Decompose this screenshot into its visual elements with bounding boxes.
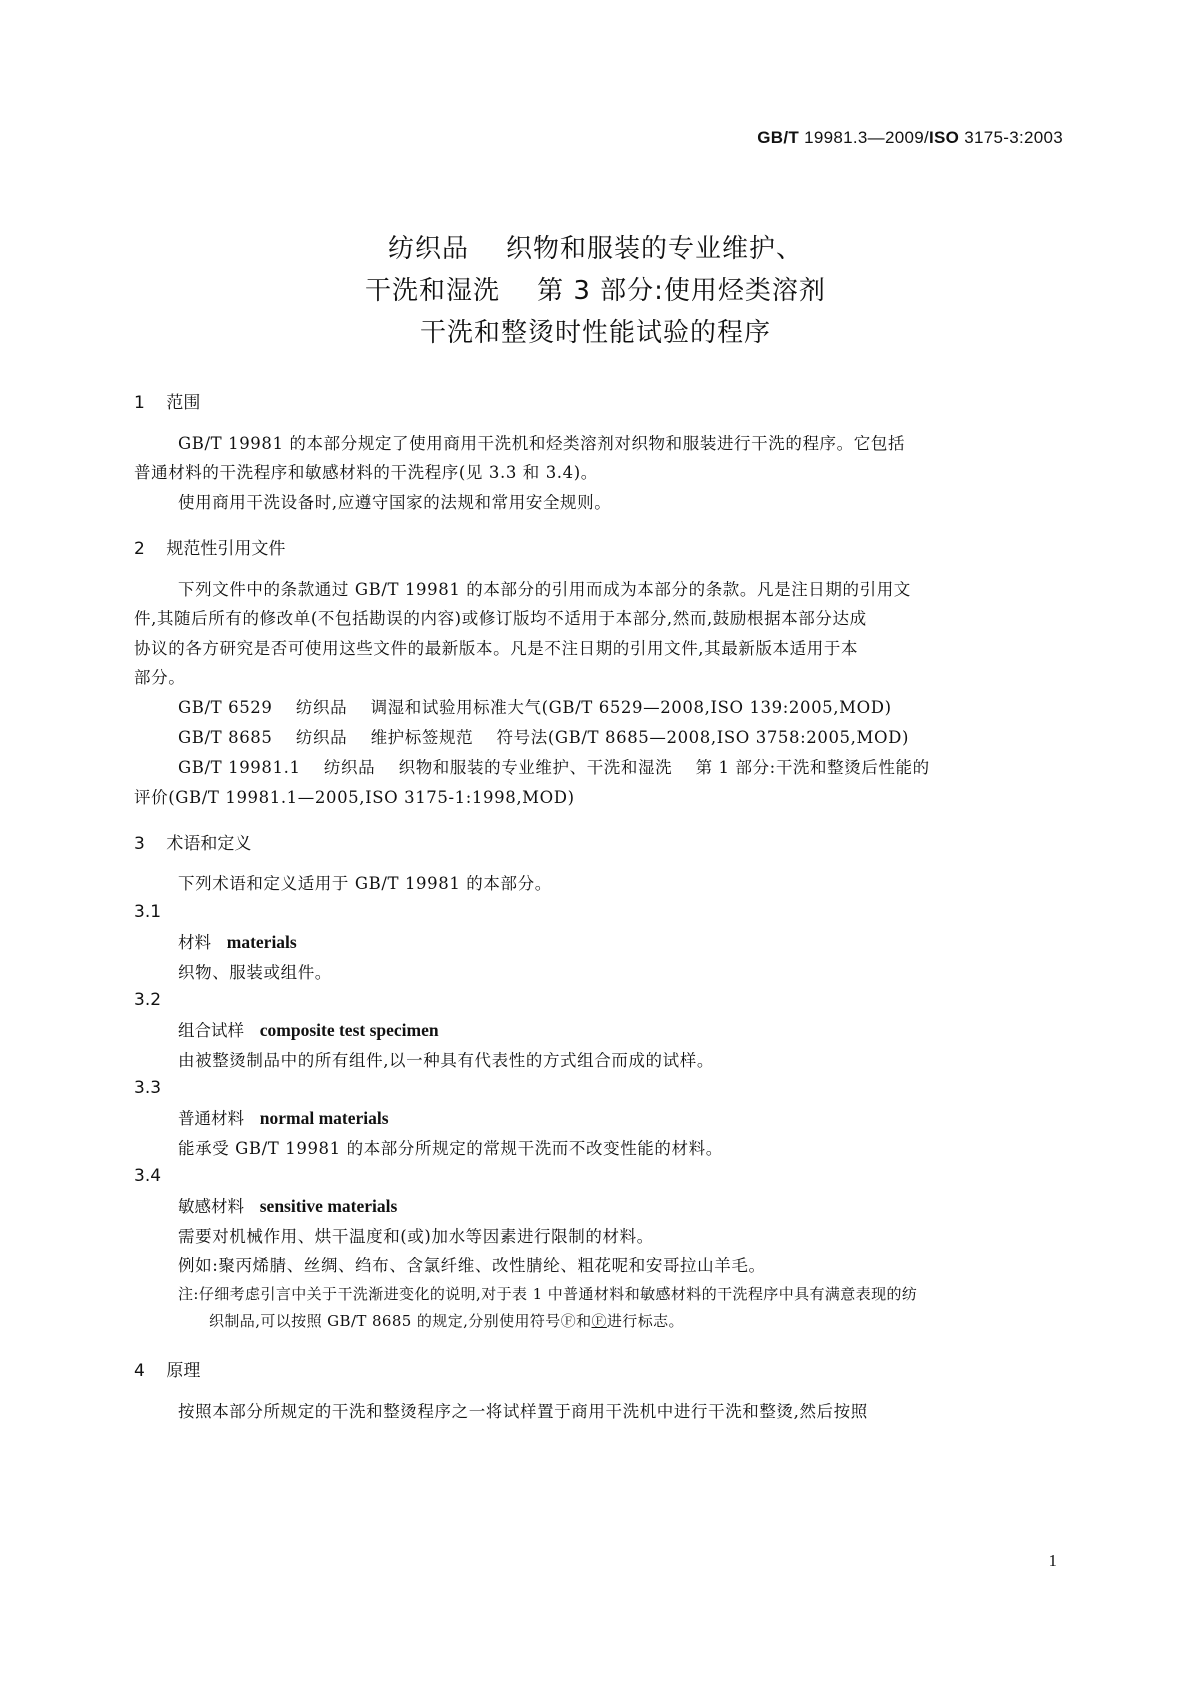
term-3-4 — [178, 1193, 397, 1217]
term-3-1-en: materials — [226, 932, 297, 952]
section-3-heading: 3 术语和定义 — [134, 834, 252, 854]
term-3-2-en: composite test specimen — [259, 1020, 439, 1040]
term-3-2 — [178, 1017, 439, 1041]
term-3-3-zh: 普通材料 — [178, 1109, 244, 1128]
section-2-heading: 2 规范性引用文件 — [134, 539, 286, 559]
term-3-1-zh: 材料 — [178, 933, 211, 952]
term-3-3-number: 3.3 — [134, 1078, 162, 1098]
symbol-f-circle-underlined-icon: Ⓕ — [591, 1312, 607, 1330]
s2-paragraph-line-2: 件,其随后所有的修改单(不包括勘误的内容)或修订版均不适用于本部分,然而,鼓励根据本部分达成 — [134, 609, 867, 628]
term-3-4-number: 3.4 — [134, 1166, 162, 1186]
term-3-4-example: 例如:聚丙烯腈、丝绸、绉布、含氯纤维、改性腈纶、粗花呢和安哥拉山羊毛。 — [178, 1256, 766, 1275]
s1-paragraph-1-line-2: 普通材料的干洗程序和敏感材料的干洗程序(见 3.3 和 3.4)。 — [134, 463, 598, 482]
std-iso-number: 3175-3:2003 — [959, 128, 1063, 147]
standard-code — [757, 128, 1063, 148]
term-3-3-definition: 能承受 GB/T 19981 的本部分所规定的常规干洗而不改变性能的材料。 — [178, 1139, 723, 1158]
page-number: 1 — [1048, 1551, 1057, 1570]
term-3-4-en: sensitive materials — [259, 1196, 398, 1216]
section-4-heading: 4 原理 — [134, 1361, 201, 1381]
s4-paragraph-line-1: 按照本部分所规定的干洗和整烫程序之一将试样置于商用干洗机中进行干洗和整烫,然后按照 — [178, 1402, 868, 1421]
term-3-1-definition: 织物、服装或组件。 — [178, 963, 332, 982]
reference-gbt-19981-1-line-1: GB/T 19981.1 纺织品 织物和服装的专业维护、干洗和湿洗 第 1 部分:干洗和整烫后性能的 — [178, 758, 930, 777]
s1-paragraph-1-line-1: GB/T 19981 的本部分规定了使用商用干洗机和烃类溶剂对织物和服装进行干洗的程序。它包括 — [178, 434, 906, 453]
note-text-a: 织制品,可以按照 GB/T 8685 的规定,分别使用符号 — [209, 1312, 561, 1330]
term-3-2-zh: 组合试样 — [178, 1021, 244, 1040]
std-number: 19981.3—2009/ — [799, 128, 929, 147]
term-3-4-zh: 敏感材料 — [178, 1197, 244, 1216]
s2-paragraph-line-3: 协议的各方研究是否可使用这些文件的最新版本。凡是不注日期的引用文件,其最新版本适用于本 — [134, 639, 859, 658]
reference-gbt-8685: GB/T 8685 纺织品 维护标签规范 符号法(GB/T 8685—2008,ISO 3758:2005,MOD) — [178, 728, 909, 747]
note-line-1: 注:仔细考虑引言中关于干洗渐进变化的说明,对于表 1 中普通材料和敏感材料的干洗程序中具有满意表现的纺 — [178, 1285, 918, 1303]
symbol-f-circle-icon: Ⓕ — [560, 1312, 577, 1330]
note-line-2 — [209, 1310, 684, 1331]
term-3-2-number: 3.2 — [134, 990, 162, 1010]
document-title — [0, 228, 1191, 354]
term-3-4-definition: 需要对机械作用、烘干温度和(或)加水等因素进行限制的材料。 — [178, 1227, 654, 1246]
section-1-heading: 1 范围 — [134, 393, 201, 413]
term-3-3-en: normal materials — [259, 1108, 389, 1128]
s2-paragraph-line-4: 部分。 — [134, 668, 186, 687]
term-3-3 — [178, 1105, 389, 1129]
reference-gbt-6529: GB/T 6529 纺织品 调湿和试验用标准大气(GB/T 6529—2008,ISO 139:2005,MOD) — [178, 698, 892, 717]
term-3-1 — [178, 929, 297, 953]
std-iso: ISO — [929, 128, 960, 147]
term-3-1-number: 3.1 — [134, 902, 162, 922]
title-line-3: 干洗和整烫时性能试验的程序 — [419, 318, 771, 348]
note-text-c: 进行标志。 — [606, 1312, 684, 1330]
note-text-b: 和 — [576, 1312, 592, 1330]
s2-paragraph-line-1: 下列文件中的条款通过 GB/T 19981 的本部分的引用而成为本部分的条款。凡是注日期的引用文 — [178, 580, 911, 599]
reference-gbt-19981-1-line-2: 评价(GB/T 19981.1—2005,ISO 3175-1:1998,MOD) — [134, 788, 575, 807]
s1-paragraph-2: 使用商用干洗设备时,应遵守国家的法规和常用安全规则。 — [178, 493, 612, 512]
s3-intro: 下列术语和定义适用于 GB/T 19981 的本部分。 — [178, 874, 552, 893]
term-3-2-definition: 由被整烫制品中的所有组件,以一种具有代表性的方式组合而成的试样。 — [178, 1051, 714, 1070]
title-line-2: 干洗和湿洗 第 3 部分:使用烃类溶剂 — [365, 276, 826, 306]
title-line-1: 纺织品 织物和服装的专业维护、 — [387, 234, 804, 264]
std-prefix: GB/T — [757, 128, 800, 147]
